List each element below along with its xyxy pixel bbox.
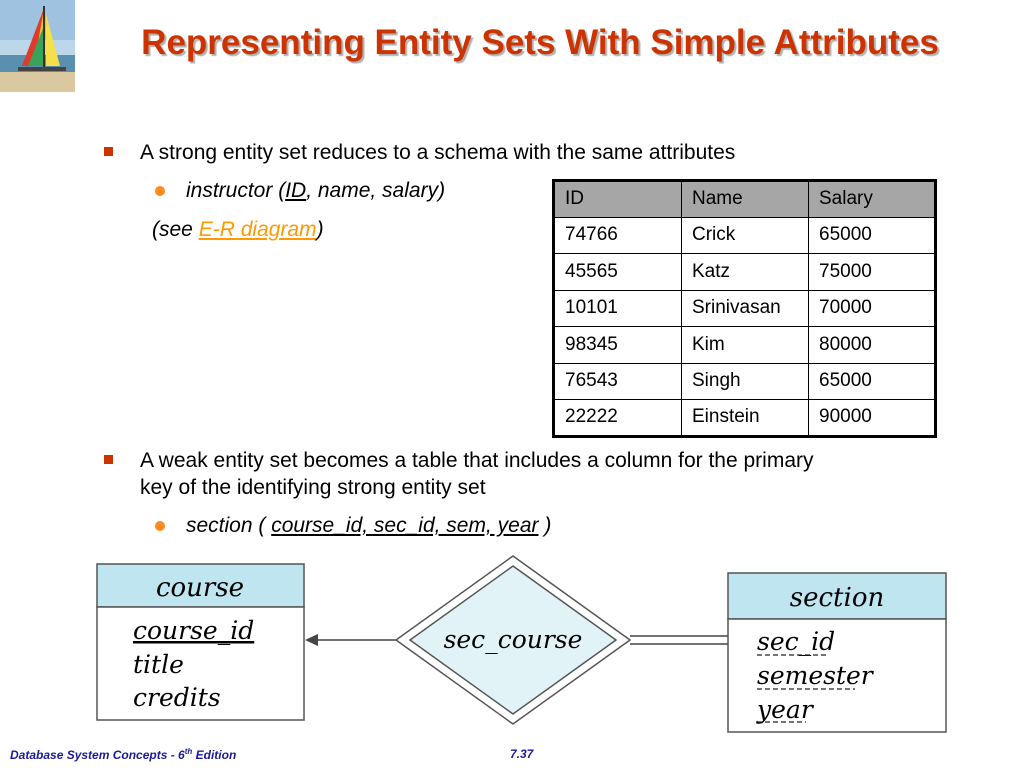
er-diagram-link[interactable]: E-R diagram	[198, 218, 317, 241]
table-row	[554, 400, 936, 437]
section-key: course_id, sec_id, sem, year	[271, 514, 539, 537]
table-cell: 45565	[554, 254, 682, 291]
table-row	[554, 217, 936, 254]
sec-course-relationship	[396, 556, 630, 724]
table-cell: 22222	[554, 400, 682, 437]
instructor-key: ID	[285, 179, 307, 202]
relationship-name: sec_course	[443, 625, 583, 654]
instructor-schema-rest: , name, salary)	[306, 179, 446, 202]
instructor-schema	[186, 177, 445, 204]
course-attr-title: title	[133, 650, 184, 679]
section-attr-year: year	[757, 695, 813, 724]
section-attr-semester: semester	[757, 661, 873, 690]
total-participation-lines	[630, 636, 728, 644]
section-schema-prefix: section (	[186, 514, 272, 537]
table-cell: Katz	[682, 254, 809, 291]
table-header-cell: ID	[554, 181, 682, 218]
see-er-diagram	[152, 216, 324, 243]
table-cell: 70000	[809, 290, 936, 327]
table-cell: 80000	[809, 327, 936, 364]
table-row	[554, 254, 936, 291]
table-cell: 65000	[809, 217, 936, 254]
bullet-square-icon	[104, 455, 113, 464]
table-cell: 65000	[809, 363, 936, 400]
table-cell: 76543	[554, 363, 682, 400]
footer-title-suffix: Edition	[192, 748, 237, 762]
sailboat-logo	[0, 0, 75, 92]
table-cell: Singh	[682, 363, 809, 400]
footer-title-prefix: Database System Concepts - 6	[10, 748, 185, 762]
bullet-square-icon	[104, 147, 113, 156]
bullet-weak-entity-line1: A weak entity set becomes a table that includes a column for the primary	[140, 449, 814, 472]
section-entity-name: section	[789, 583, 885, 613]
footer-book-title	[10, 747, 236, 762]
table-row	[554, 327, 936, 364]
table-row	[554, 290, 936, 327]
table-cell: Einstein	[682, 400, 809, 437]
table-cell: 74766	[554, 217, 682, 254]
bullet-dot-icon	[155, 521, 165, 531]
course-entity	[97, 564, 304, 720]
section-schema	[186, 512, 551, 539]
instructor-table	[552, 179, 937, 438]
table-cell: Kim	[682, 327, 809, 364]
section-schema-suffix: )	[538, 514, 552, 537]
table-cell: 75000	[809, 254, 936, 291]
footer-title-sup: th	[184, 747, 193, 756]
table-cell: 10101	[554, 290, 682, 327]
er-diagram	[0, 550, 1024, 740]
table-row	[554, 363, 936, 400]
table-header-cell: Name	[682, 181, 809, 218]
bullet-dot-icon	[155, 186, 165, 196]
see-prefix: (see	[152, 218, 199, 241]
see-suffix: )	[316, 218, 324, 241]
relationship-arrow	[305, 634, 398, 646]
table-cell: 98345	[554, 327, 682, 364]
bullet-strong-entity: A strong entity set reduces to a schema with the same attributes	[140, 141, 736, 164]
table-cell: Srinivasan	[682, 290, 809, 327]
course-attr-course-id: course_id	[133, 616, 255, 645]
section-entity	[728, 573, 946, 732]
slide-title: Representing Entity Sets With Simple Attributes	[141, 23, 939, 62]
section-attr-sec-id: sec_id	[757, 627, 836, 656]
bullet-weak-entity-line2: key of the identifying strong entity set	[140, 476, 486, 499]
instructor-schema-prefix: instructor (	[186, 179, 286, 202]
table-header-cell: Salary	[809, 181, 936, 218]
table-header-row	[554, 181, 936, 218]
footer-page-number: 7.37	[510, 747, 534, 761]
course-entity-name: course	[155, 573, 245, 603]
course-attr-credits: credits	[133, 683, 221, 712]
table-cell: Crick	[682, 217, 809, 254]
table-cell: 90000	[809, 400, 936, 437]
